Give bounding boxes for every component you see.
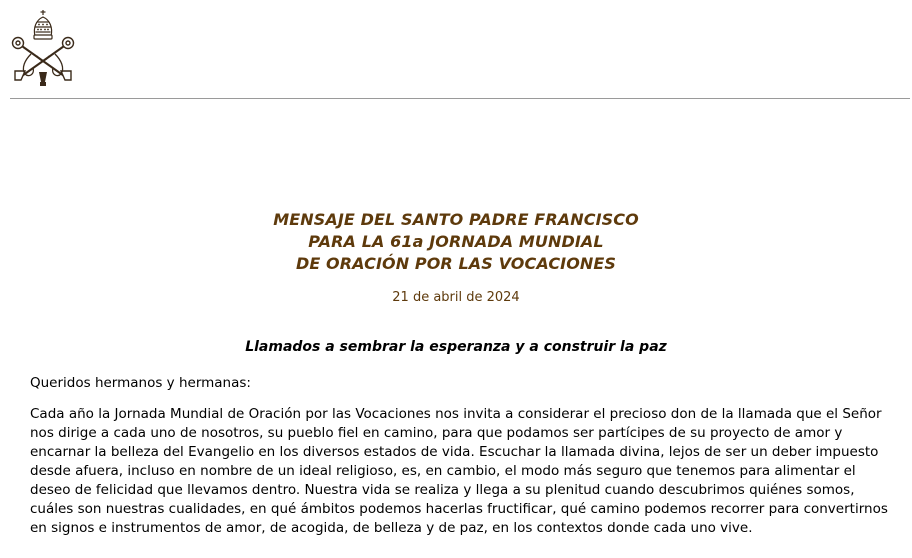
paragraph-1: Cada año la Jornada Mundial de Oración por las Vocaciones nos invita a considerar el precioso don de la llamada que el Señor nos dirige a cada uno de nosotros, su pueblo fiel en camino, para que podamos ser partícipes de su proyecto de amor y encarnar la belleza del Evangelio en los diversos estados de vida. Escuchar la llamada divina, lejos de ser un deber impuesto desde afuera, incluso en nombre de un ideal religioso, es, en cambio, el modo más seguro que tenemos para alimentar el deseo de felicidad que llevamos dentro. Nuestra vida se realiza y llega a su plenitud cuando descubrimos quiénes somos, cuáles son nuestras cualidades, en qué ámbitos podemos hacerlas fructificar, qué camino podemos recorrer para convertirnos en signos e instrumentos de amor, de acogida, de belleza y de paz, en los contextos donde cada uno vive. [30, 406, 888, 536]
document-subtitle: Llamados a sembrar la esperanza y a construir la paz [245, 339, 667, 355]
page-header [0, 0, 912, 100]
document-title [0, 209, 912, 275]
header-divider [10, 98, 910, 99]
title-line-3: DE ORACIÓN POR LAS VOCACIONES [295, 254, 617, 273]
title-line-2: PARA LA 61a JORNADA MUNDIAL [308, 232, 604, 251]
papal-coat-of-arms-icon[interactable] [11, 8, 75, 88]
document-date: 21 de abril de 2024 [392, 290, 520, 305]
greeting: Queridos hermanos y hermanas: [30, 375, 251, 391]
title-line-1: MENSAJE DEL SANTO PADRE FRANCISCO [273, 210, 639, 229]
